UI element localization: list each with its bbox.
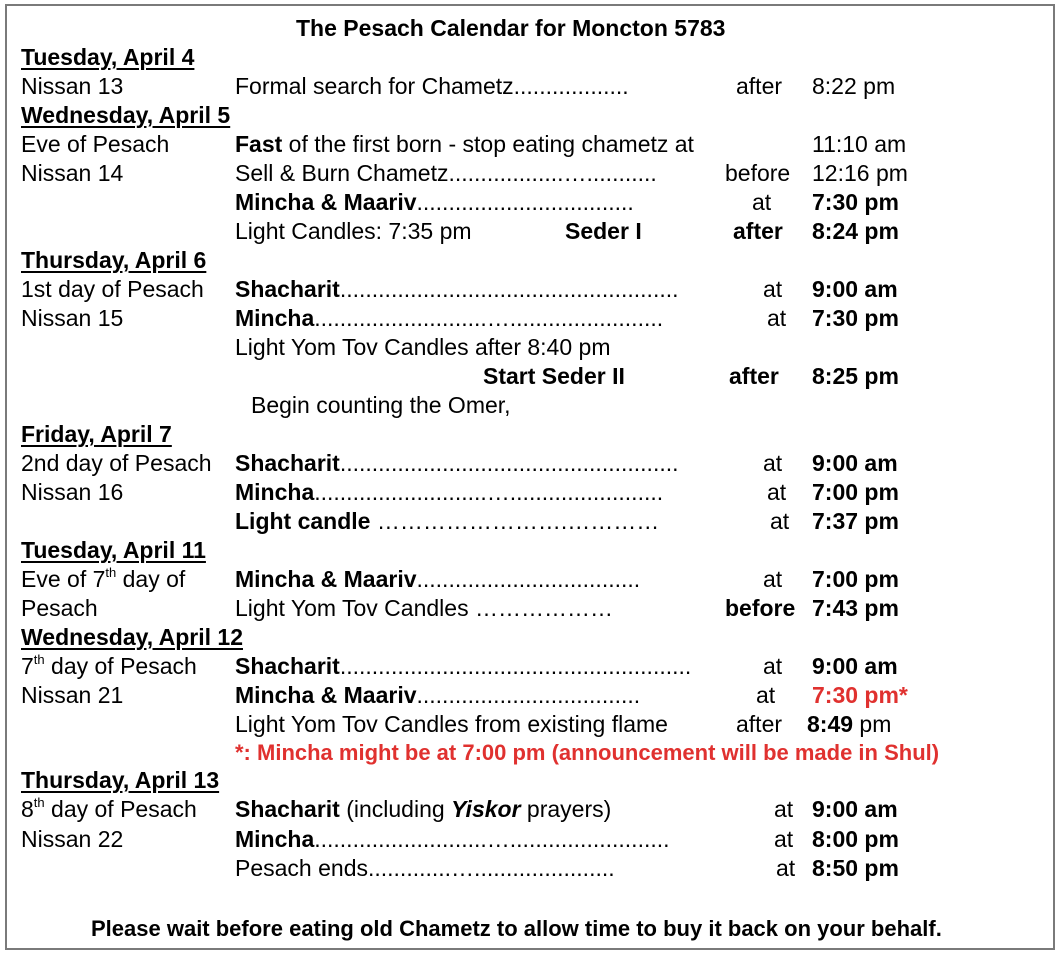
row-label (21, 652, 197, 680)
row-event: Light Yom Tov Candles ……………… (235, 595, 613, 621)
row-label: 2nd day of Pesach (21, 450, 212, 476)
row-time: 9:00 am (812, 276, 898, 302)
row-prep: at (763, 653, 783, 679)
row-event-bold: Shacharit (235, 276, 340, 302)
label-post: day of Pesach (44, 653, 197, 679)
row-time: 9:00 am (812, 653, 898, 679)
row-event-text-post: prayers) (520, 796, 612, 822)
row-label: Nissan 15 (21, 305, 124, 331)
row-prep: at (774, 826, 794, 852)
row-event (235, 130, 694, 158)
row-event-text: ................................... (416, 682, 641, 708)
row-event (235, 565, 640, 593)
row-event-bold: Mincha & Maariv (235, 189, 417, 215)
row-event: Begin counting the Omer, (251, 392, 511, 418)
row-label: Nissan 16 (21, 479, 124, 505)
row-event-text: ...........................…........................ (314, 479, 664, 505)
row-event-text: ....................................................... (339, 653, 692, 679)
row-event-bold: Shacharit (235, 796, 340, 822)
row-event (235, 304, 663, 332)
row-time: 8:25 pm (812, 363, 899, 389)
row-prep: at (767, 479, 787, 505)
label-sup: th (33, 795, 45, 810)
row-event-text: (including (339, 796, 452, 822)
seder-label: Seder I (565, 218, 642, 244)
row-label: Eve of Pesach (21, 131, 170, 157)
row-event-bold: Mincha & Maariv (235, 682, 417, 708)
row-time: 12:16 pm (812, 160, 908, 186)
row-prep: after (736, 73, 783, 99)
row-event-bold: Light candle (235, 508, 371, 534)
row-event-text: ...........................…......................... (314, 826, 670, 852)
row-event (235, 652, 691, 680)
row-label: Pesach (21, 595, 98, 621)
row-prep: before (725, 160, 791, 186)
label-pre: 7 (21, 653, 34, 679)
row-prep: at (770, 508, 790, 534)
row-event-text: ..................................................... (339, 276, 679, 302)
row-time: 8:22 pm (812, 73, 896, 99)
row-event-bold: Fast (235, 131, 283, 157)
row-label: 1st day of Pesach (21, 276, 204, 302)
row-event (235, 795, 611, 823)
row-label: Nissan 13 (21, 73, 124, 99)
label-post: day of (116, 566, 186, 592)
row-event (235, 478, 663, 506)
row-prep: before (725, 595, 796, 621)
row-event: Sell & Burn Chametz..................…........... (235, 160, 657, 186)
row-event: Light Candles: 7:35 pm (235, 218, 472, 244)
row-event: Pesach ends.............…...................... (235, 855, 615, 881)
row-event-bold: Shacharit (235, 653, 340, 679)
footer-note: Please wait before eating old Chametz to allow time to buy it back on your behalf. (91, 916, 942, 941)
label-pre: 8 (21, 796, 34, 822)
day-heading: Wednesday, April 5 (21, 102, 231, 128)
day-heading: Tuesday, April 11 (21, 537, 206, 563)
row-prep: at (767, 305, 787, 331)
row-event: Formal search for Chametz.................. (235, 73, 629, 99)
row-label (21, 565, 185, 593)
row-time: 7:30 pm (812, 189, 899, 215)
day-heading: Friday, April 7 (21, 421, 172, 447)
row-event-bold: Mincha & Maariv (235, 566, 417, 592)
row-time (807, 710, 891, 738)
mincha-note: *: Mincha might be at 7:00 pm (announcement will be made in Shul) (235, 740, 940, 765)
row-time-highlight: 7:30 pm* (812, 682, 908, 708)
row-event (235, 275, 679, 303)
row-event-bold: Mincha (235, 479, 315, 505)
row-event-bold: Shacharit (235, 450, 340, 476)
row-prep: after (736, 711, 783, 737)
label-sup: th (105, 565, 117, 580)
row-event-text: ..................................................... (339, 450, 679, 476)
row-label: Nissan 21 (21, 682, 124, 708)
row-time: 7:00 pm (812, 566, 899, 592)
row-prep: after (729, 363, 779, 389)
row-time: 7:00 pm (812, 479, 899, 505)
row-event (235, 507, 659, 535)
label-post: day of Pesach (44, 796, 197, 822)
row-label (21, 795, 197, 823)
day-heading: Tuesday, April 4 (21, 44, 195, 70)
row-time-suffix: pm (853, 711, 892, 737)
row-prep: at (763, 450, 783, 476)
row-event-text: ...........................…........................ (314, 305, 664, 331)
row-event-bold: Mincha (235, 305, 315, 331)
row-event-italic: Yiskor (451, 796, 521, 822)
day-heading: Wednesday, April 12 (21, 624, 243, 650)
day-heading: Thursday, April 6 (21, 247, 207, 273)
row-event (235, 681, 640, 709)
row-time: 11:10 am (812, 131, 907, 157)
row-time: 9:00 am (812, 450, 898, 476)
label-sup: th (33, 652, 45, 667)
row-event-text: ................................... (416, 566, 641, 592)
row-event-bold: Mincha (235, 826, 315, 852)
row-time-bold: 8:49 (807, 711, 854, 737)
row-label: Nissan 22 (21, 826, 124, 852)
row-event-text: of the first born - stop eating chametz at (282, 131, 694, 157)
row-prep: at (776, 855, 796, 881)
row-event: Light Yom Tov Candles after 8:40 pm (235, 334, 611, 360)
page-title: The Pesach Calendar for Moncton 5783 (296, 15, 726, 41)
seder-label: Start Seder II (483, 363, 625, 389)
row-prep: at (752, 189, 772, 215)
row-time: 7:37 pm (812, 508, 899, 534)
row-prep: at (756, 682, 776, 708)
row-prep: at (774, 796, 794, 822)
row-time: 8:50 pm (812, 855, 899, 881)
row-time: 9:00 am (812, 796, 898, 822)
row-time: 8:00 pm (812, 826, 899, 852)
row-prep: at (763, 566, 783, 592)
row-event: Light Yom Tov Candles from existing flame (235, 711, 668, 737)
row-prep: after (733, 218, 783, 244)
row-event (235, 449, 679, 477)
row-time: 7:30 pm (812, 305, 899, 331)
row-event-text: .................................. (416, 189, 634, 215)
row-prep: at (763, 276, 783, 302)
label-pre: Eve of 7 (21, 566, 106, 592)
row-event-text: …………………….………… (370, 508, 660, 534)
row-event (235, 825, 670, 853)
row-event (235, 188, 634, 216)
row-label: Nissan 14 (21, 160, 124, 186)
row-time: 7:43 pm (812, 595, 899, 621)
row-time: 8:24 pm (812, 218, 899, 244)
day-heading: Thursday, April 13 (21, 767, 220, 793)
